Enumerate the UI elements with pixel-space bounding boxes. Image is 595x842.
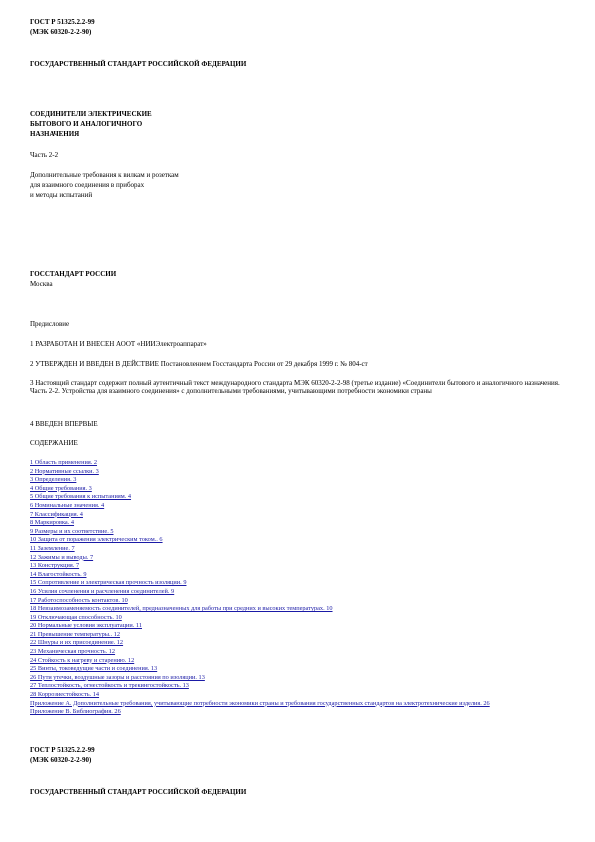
foreword-item-1: 1 РАЗРАБОТАН И ВНЕСЕН АООТ «НИИЭлектроаппарат» [30, 340, 207, 348]
foreword-item-2-text: Постановлением Госстандарта России от 29 декабря 1999 г. № 804-ст [160, 360, 368, 368]
toc-link-18[interactable]: 18 Невзаимозаменяемость соединителей, предназначенных для работы при средних и высоких температурах. 10 [30, 605, 333, 613]
footer-standard-heading: ГОСУДАРСТВЕННЫЙ СТАНДАРТ РОССИЙСКОЙ ФЕДЕРАЦИИ [30, 788, 247, 796]
foreword-item-2 [30, 360, 368, 368]
toc-link-5[interactable]: 5 Общие требования к испытаниям. 4 [30, 493, 132, 501]
subtitle-line-2: для взаимного соединения в приборах [30, 181, 145, 189]
toc-link-3[interactable]: 3 Определения. 3 [30, 476, 77, 484]
foreword-item-4: 4 ВВЕДЕН ВПЕРВЫЕ [30, 420, 98, 428]
toc-link-13[interactable]: 13 Конструкция. 7 [30, 562, 80, 570]
toc-link-26[interactable]: 26 Пути утечки, воздушные зазоры и расстояния по изоляции. 13 [30, 673, 205, 681]
footer-standard-code: ГОСТ Р 51325.2.2-99 [30, 746, 95, 754]
subtitle-line-1: Дополнительные требования к вилкам и розеткам [30, 171, 179, 179]
title-line-2: БЫТОВОГО И АНАЛОГИЧНОГО [30, 120, 143, 128]
toc-link-16[interactable]: 16 Усилия сочленения и расчленения соединителей. 9 [30, 587, 175, 595]
toc-link-10[interactable]: 10 Защита от поражения электрическим током.. 6 [30, 536, 163, 544]
toc-link-14[interactable]: 14 Влагостойкость. 9 [30, 570, 87, 578]
toc-link-1[interactable]: 1 Область применения. 2 [30, 459, 98, 466]
contents-heading: СОДЕРЖАНИЕ [30, 439, 78, 447]
toc-link-appendix-a[interactable]: Приложение А. Дополнительные требования, учитывающие потребности экономики страны и требования государственных стандартов на электротехнические изделия. 26 [30, 699, 490, 707]
standard-code: ГОСТ Р 51325.2.2-99 [30, 18, 95, 26]
toc-link-2[interactable]: 2 Нормативные ссылки. 3 [30, 467, 99, 475]
toc-link-27[interactable]: 27 Теплостойкость, огнестойкость и трекингостойкость. 13 [30, 682, 189, 690]
toc-link-19[interactable]: 19 Отключающая способность. 10 [30, 613, 122, 621]
toc-link-7[interactable]: 7 Классификация. 4 [30, 510, 83, 518]
toc-link-15[interactable]: 15 Сопротивление и электрическая прочность изоляции. 9 [30, 579, 187, 587]
toc-link-21[interactable]: 21 Превышение температуры.. 12 [30, 630, 121, 638]
toc-link-20[interactable]: 20 Нормальные условия эксплуатации. 11 [30, 622, 142, 630]
part-label: Часть 2-2 [30, 151, 59, 159]
table-of-contents [30, 459, 550, 717]
toc-link-9[interactable]: 9 Размеры и их соответствие. 5 [30, 527, 114, 535]
foreword-item-3: 3 Настоящий стандарт содержит полный аутентичный текст международного стандарта МЭК 60320-2-2-98 (третье издание) «Соединители бытового и аналогичного назначения. Часть 2-2. Устройства для взаимного соединения» с дополнительными требованиями, учитывающими потребности экономики страны [30, 379, 560, 395]
toc-link-23[interactable]: 23 Механическая прочность. 12 [30, 648, 116, 656]
toc-link-24[interactable]: 24 Стойкость к нагреву и старению. 12 [30, 656, 135, 664]
title-line-3: НАЗНАЧЕНИЯ [30, 130, 80, 138]
toc-link-28[interactable]: 28 Коррозиестойкость. 14 [30, 691, 100, 699]
toc-link-11[interactable]: 11 Заземление. 7 [30, 544, 75, 552]
toc-link-6[interactable]: 6 Номинальные значения. 4 [30, 501, 105, 509]
toc-link-4[interactable]: 4 Общие требования. 3 [30, 484, 92, 492]
iec-code: (МЭК 60320-2-2-90) [30, 28, 92, 36]
foreword-heading: Предисловие [30, 320, 70, 328]
toc-link-8[interactable]: 8 Маркировка. 4 [30, 519, 75, 527]
toc-link-appendix-b[interactable]: Приложение В. Библиография. 26 [30, 708, 121, 716]
foreword-item-2-label: 2 УТВЕРЖДЕН И ВВЕДЕН В ДЕЙСТВИЕ [30, 360, 159, 368]
publisher-name: ГОССТАНДАРТ РОССИИ [30, 270, 117, 278]
publisher-city: Москва [30, 280, 53, 288]
standard-heading: ГОСУДАРСТВЕННЫЙ СТАНДАРТ РОССИЙСКОЙ ФЕДЕРАЦИИ [30, 60, 247, 68]
toc-link-12[interactable]: 12 Зажимы и выводы. 7 [30, 553, 94, 561]
title-line-1: СОЕДИНИТЕЛИ ЭЛЕКТРИЧЕСКИЕ [30, 110, 152, 118]
toc-link-17[interactable]: 17 Работоспособность контактов. 10 [30, 596, 128, 604]
subtitle-line-3: и методы испытаний [30, 191, 93, 199]
footer-iec-code: (МЭК 60320-2-2-90) [30, 756, 92, 764]
toc-link-22[interactable]: 22 Шнуры и их присоединение. 12 [30, 639, 124, 647]
toc-link-25[interactable]: 25 Винты, токоведущие части и соединения. 13 [30, 665, 158, 673]
